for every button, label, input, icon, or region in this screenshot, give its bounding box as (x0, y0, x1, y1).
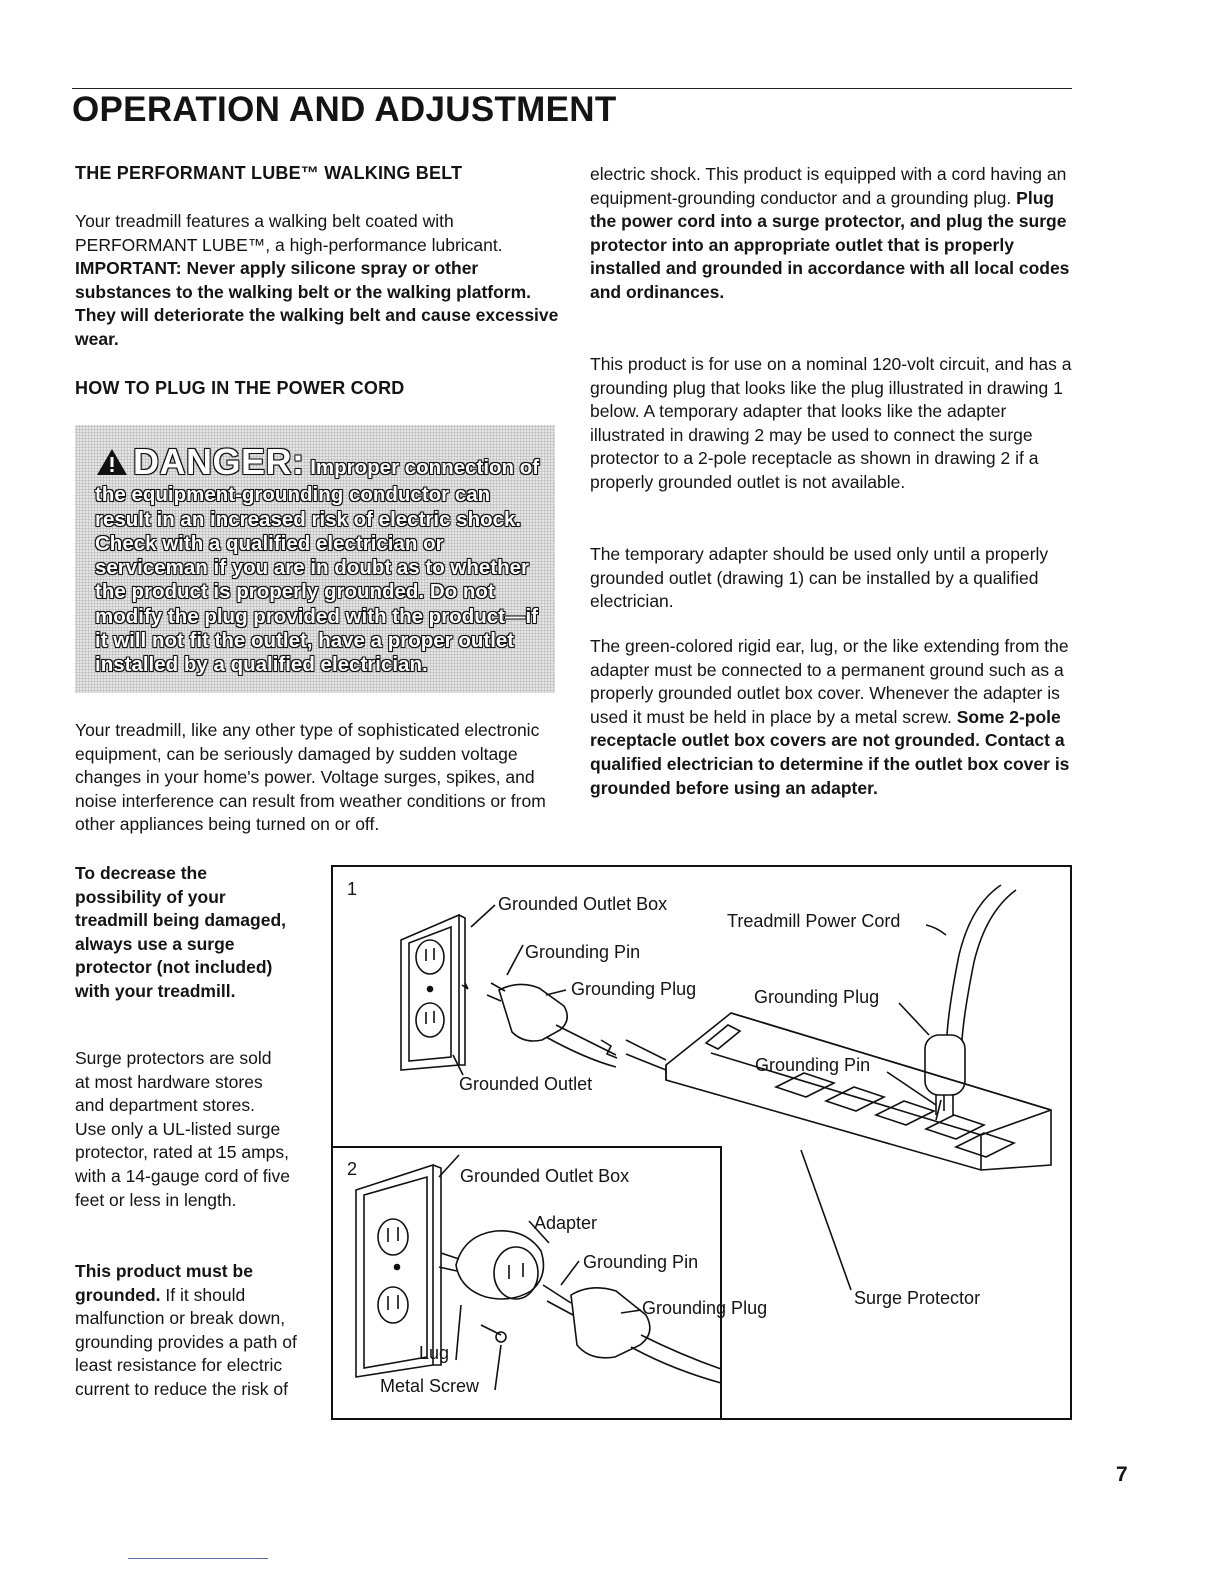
danger-callout (75, 425, 555, 693)
grounding-text: If it should malfunction or break down, grounding provides a path of least resistance for electric current to reduce the risk of (75, 1284, 297, 1399)
label-grounding-pin-sp: Grounding Pin (755, 1055, 871, 1075)
label-metal-screw: Metal Screw (380, 1376, 480, 1396)
label-grounding-pin-1: Grounding Pin (525, 942, 641, 962)
right-p4-text: The green-colored rigid ear, lug, or the like extending from the adapter must be connected to a permanent ground such as a properly grounded outlet box cover. Whenever the adapter is used it must be held in place by a metal screw. (590, 636, 1069, 727)
label-surge-protector: Surge Protector (854, 1288, 981, 1308)
surges-paragraph: Your treadmill, like any other type of sophisticated electronic equipment, can be seriously damaged by sudden voltage changes in your home's power. Voltage surges, spikes, and noise interference can result from weather conditions or from other appliances being turned on or off. (75, 720, 546, 835)
label-adapter: Adapter (534, 1213, 598, 1233)
footer-rule (128, 1558, 268, 1559)
drawing-2-number: 2 (347, 1159, 358, 1179)
right-paragraph-1 (590, 163, 1082, 305)
grounding-bold: This product must be grounded. (75, 1261, 253, 1305)
belt-text: Your treadmill features a walking belt coated with PERFORMANT LUBE™, a high-performance lubricant. (75, 211, 503, 255)
surge-protector-sold: Surge protectors are sold at most hardware stores and department stores. Use only a UL-listed surge protector, rated at 15 amps, with a 14-gauge cord of five feet or less in length. (75, 1048, 290, 1210)
warning-triangle-icon (95, 447, 129, 483)
right-paragraph-2: This product is for use on a nominal 120-volt circuit, and has a grounding plug that looks like the plug illustrated in drawing 1 below. A temporary adapter that looks like the adapter illustrated in drawing 2 may be used to connect the surge protector to a 2-pole receptacle as shown in drawing 2 if a properly grounded outlet is not available. (590, 354, 1072, 492)
grounding-diagram-drawing (331, 865, 1072, 1420)
right-paragraph-3: The temporary adapter should be used only until a properly grounded outlet (drawing 1) can be installed by a qualified electrician. (590, 544, 1049, 612)
surge-protector-advice: To decrease the possibility of your treadmill being damaged, always use a surge protector (not included) with your treadmill. (75, 863, 287, 1001)
title-rule (72, 88, 1072, 89)
danger-text-block (95, 441, 545, 678)
label-grounding-pin-2: Grounding Pin (583, 1252, 699, 1272)
page-title: OPERATION AND ADJUSTMENT (72, 90, 617, 129)
label-grounding-plug-1: Grounding Plug (571, 979, 697, 999)
right-p4-bold: Some 2-pole receptacle outlet box covers are not grounded. Contact a qualified electrician to determine if the outlet box cover is grounded before using an adapter. (590, 706, 1070, 798)
plug-heading: HOW TO PLUG IN THE POWER CORD (75, 378, 405, 398)
drawing-1-number: 1 (347, 879, 358, 899)
belt-paragraph (75, 210, 560, 352)
grounding-paragraph (75, 1260, 300, 1402)
label-lug: Lug (419, 1343, 450, 1363)
label-treadmill-power-cord: Treadmill Power Cord (727, 911, 901, 931)
danger-word: DANGER: (133, 441, 305, 482)
label-grounded-outlet: Grounded Outlet (459, 1074, 593, 1094)
label-grounding-plug-2: Grounding Plug (642, 1298, 768, 1318)
right-p1-text: electric shock. This product is equipped with a cord having an equipment-grounding conductor and a grounding plug. (590, 164, 1067, 208)
label-grounded-outlet-box-1: Grounded Outlet Box (498, 894, 668, 914)
label-grounded-outlet-box-2: Grounded Outlet Box (460, 1166, 630, 1186)
belt-heading: THE PERFORMANT LUBE™ WALKING BELT (75, 163, 463, 183)
page-number: 7 (1116, 1463, 1128, 1486)
belt-important: IMPORTANT: Never apply silicone spray or other substances to the walking belt or the walking platform. They will deteriorate the walking belt and cause excessive wear. (75, 258, 559, 349)
right-p1-bold: Plug the power cord into a surge protector, and plug the surge protector into an appropriate outlet that is properly installed and grounded in accordance with all local codes and ordinances. (590, 187, 1070, 302)
right-paragraph-4 (590, 635, 1082, 800)
grounding-diagram (331, 865, 1072, 1420)
danger-message: Improper connection of the equipment-grounding conductor can result in an increased risk of electric shock. Check with a qualified electrician or serviceman if you are in doubt as to whether the product is properly grounded. Do not modify the plug provided with the product—if it will not fit the outlet, have a proper outlet installed by a qualified electrician. (95, 456, 540, 677)
label-grounding-plug-sp: Grounding Plug (754, 987, 880, 1007)
